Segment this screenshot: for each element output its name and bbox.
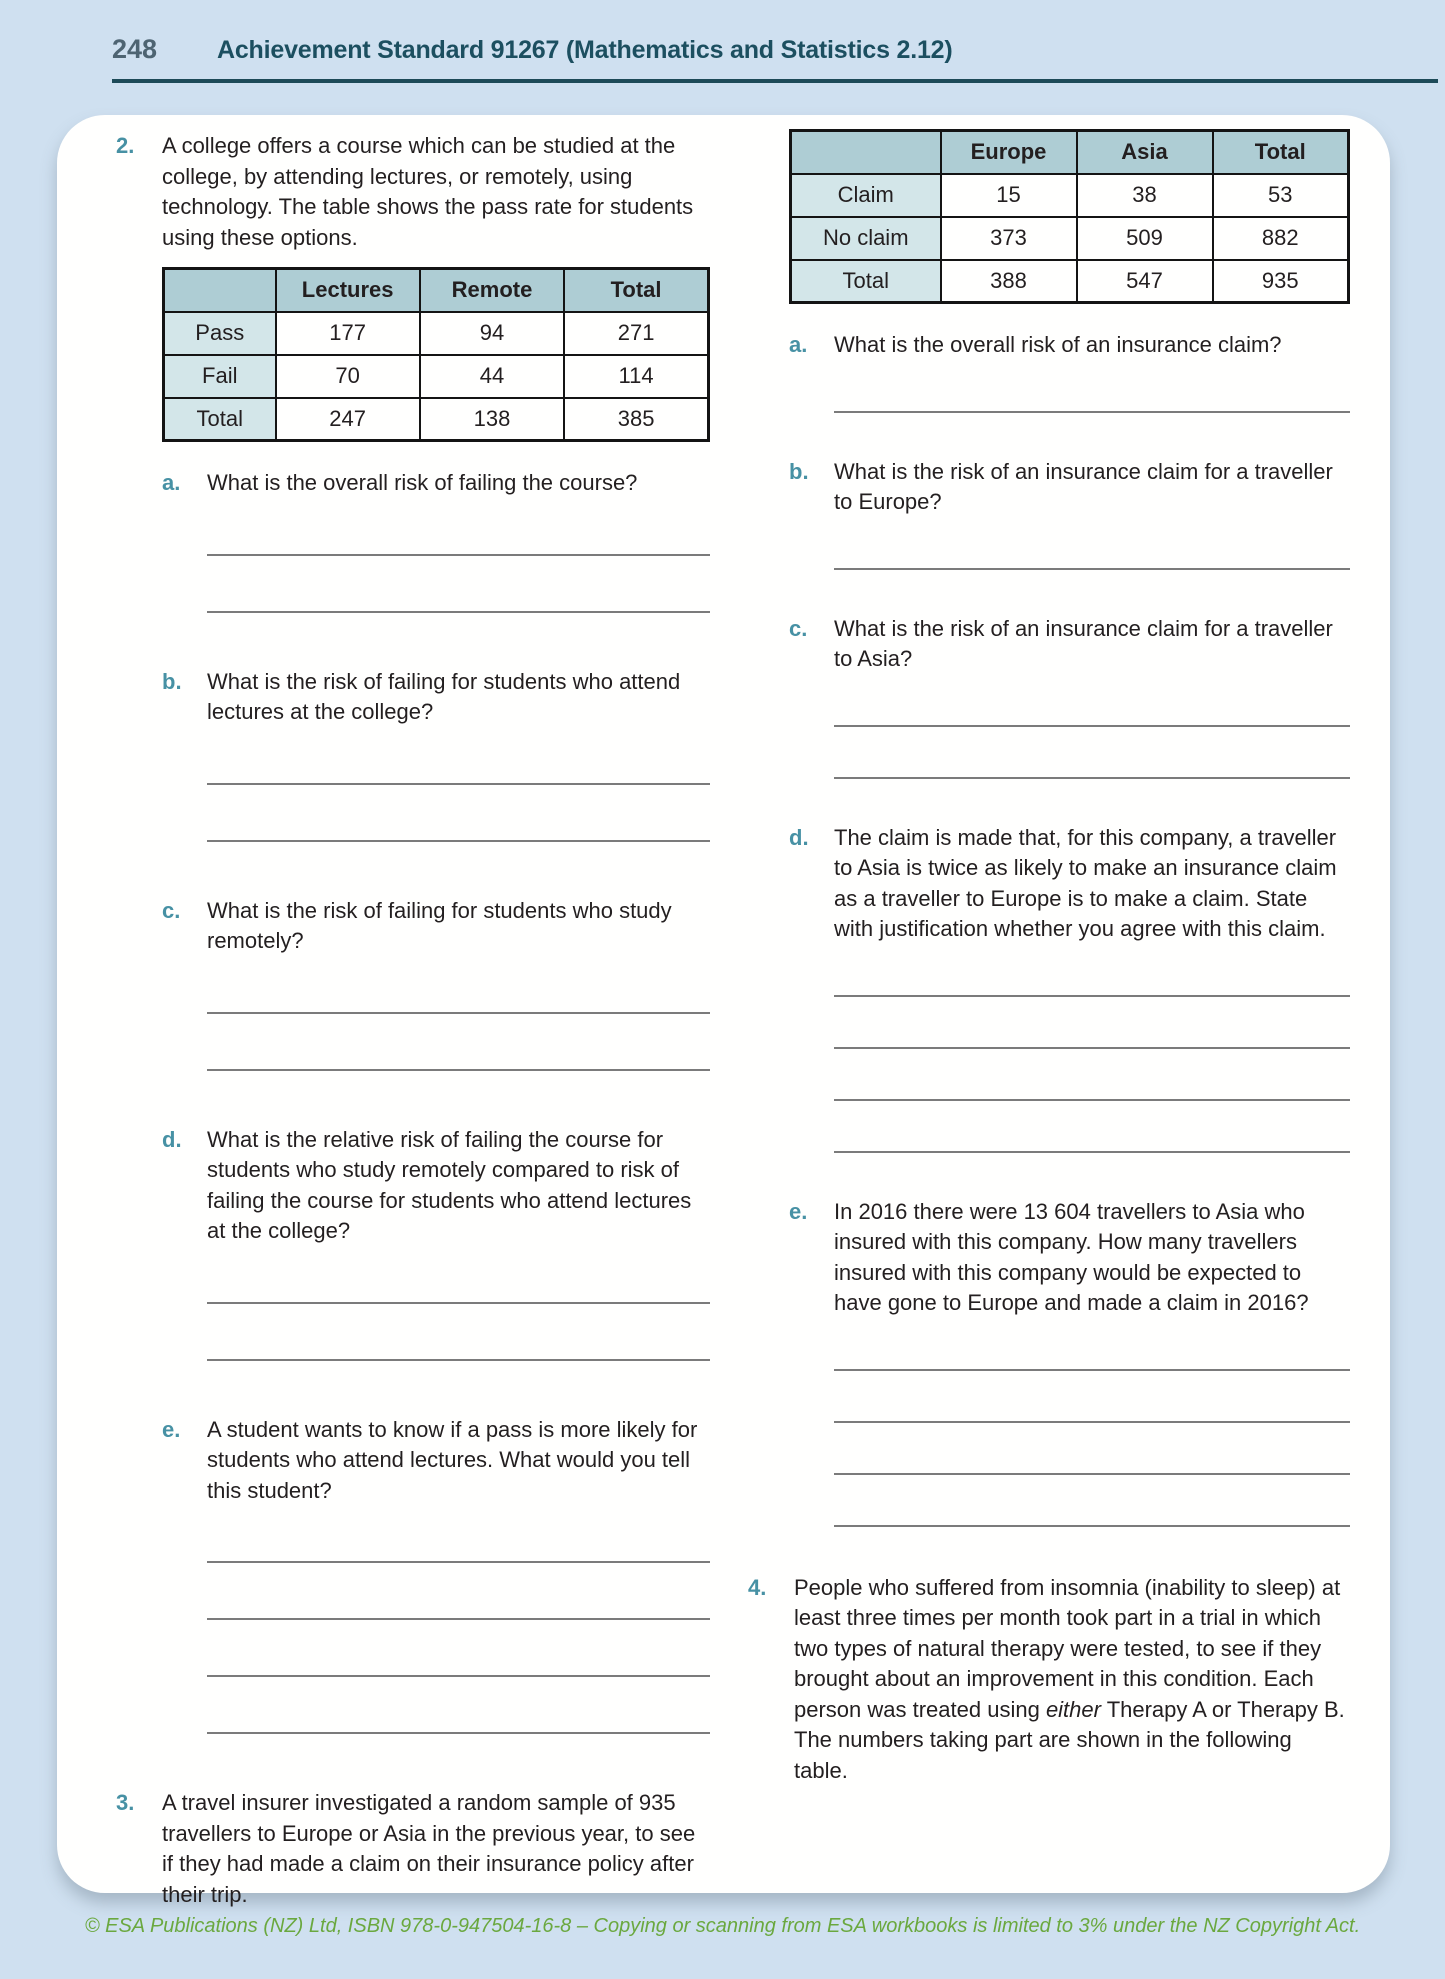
- q3-part-c: [789, 614, 1350, 779]
- q3-cell: 509: [1077, 217, 1213, 260]
- question-2-number: 2.: [116, 133, 135, 158]
- q3-table-row: [791, 217, 1349, 260]
- q3-part-c-letter: c.: [789, 615, 808, 641]
- answer-line: [207, 1302, 710, 1304]
- q3-part-e-letter: e.: [789, 1198, 808, 1224]
- q2-table-row: [164, 355, 709, 398]
- answer-line: [834, 1099, 1350, 1101]
- q3-table-col-header: Total: [1213, 131, 1349, 174]
- answer-line: [834, 411, 1350, 413]
- answer-line: [834, 1525, 1350, 1527]
- q2-table-row: [164, 398, 709, 441]
- q2-table-corner-cell: [164, 269, 276, 312]
- q2-table: [162, 267, 710, 442]
- answer-line: [207, 1012, 710, 1014]
- q2-part-b: [162, 667, 710, 842]
- q3-cell: 38: [1077, 174, 1213, 217]
- q4-italic-word: either: [1045, 1696, 1101, 1722]
- q3-part-e-text: In 2016 there were 13 604 travellers to Asia who insured with this company. How many travellers insured with this company would be expected to have gone to Europe and made a claim in 2016?: [834, 1198, 1309, 1315]
- q3-table-row: [791, 260, 1349, 303]
- question-2-text: A college offers a course which can be studied at the college, by attending lectures, or remotely, using technology. The table shows the pass rate for students using these options.: [162, 133, 694, 250]
- q3-table-header-row: [791, 131, 1349, 174]
- q3-cell: 882: [1213, 217, 1349, 260]
- question-3-text: A travel insurer investigated a random sample of 935 travellers to Europe or Asia in the previous year, to see if they had made a claim on their insurance policy after their trip.: [162, 1790, 696, 1907]
- q3-part-b-letter: b.: [789, 458, 809, 484]
- answer-line: [207, 611, 710, 613]
- answer-line: [834, 568, 1350, 570]
- page-number: 248: [112, 34, 158, 64]
- q3-table-col-header: Europe: [941, 131, 1077, 174]
- q4-text-before: People who suffered from insomnia (inability to sleep) at least three times per month took part in a trial in which two types of natural therapy were tested, to see if they brought about an improvement in this condition. Each person was treated using: [794, 1574, 1341, 1722]
- q2-table-col-header: Remote: [420, 269, 564, 312]
- q3-part-b-text: What is the risk of an insurance claim for a traveller to Europe?: [834, 458, 1333, 514]
- q3-part-d-letter: d.: [789, 824, 809, 850]
- q3-row-label: Claim: [791, 174, 941, 217]
- q2-part-a-text: What is the overall risk of failing the course?: [207, 470, 638, 495]
- q2-part-e-text: A student wants to know if a pass is more likely for students who attend lectures. What would you tell this student?: [207, 1416, 698, 1503]
- question-4: [748, 1573, 1350, 1787]
- q2-table-col-header: Total: [564, 269, 708, 312]
- answer-line: [207, 840, 710, 842]
- answer-line: [834, 1421, 1350, 1423]
- answer-line: [207, 1675, 710, 1677]
- question-4-number: 4.: [748, 1574, 767, 1600]
- q2-cell: 271: [564, 312, 708, 355]
- q3-cell: 53: [1213, 174, 1349, 217]
- answer-line: [207, 1618, 710, 1620]
- q2-part-c: [162, 896, 710, 1071]
- q2-part-a-letter: a.: [162, 470, 181, 495]
- q2-cell: 114: [564, 355, 708, 398]
- answer-line: [834, 1473, 1350, 1475]
- q2-cell: 138: [420, 398, 564, 441]
- q2-row-label: Fail: [164, 355, 276, 398]
- q2-cell: 385: [564, 398, 708, 441]
- right-column: [748, 129, 1350, 1786]
- answer-line: [834, 725, 1350, 727]
- q3-cell: 373: [941, 217, 1077, 260]
- q4-text-after: Therapy A or Therapy B. The numbers taking part are shown in the following table.: [794, 1696, 1345, 1783]
- q3-part-b: [789, 457, 1350, 570]
- q3-table-row: [791, 174, 1349, 217]
- q2-part-b-text: What is the risk of failing for students who attend lectures at the college?: [207, 668, 681, 724]
- q2-table-col-header: Lectures: [276, 269, 420, 312]
- q3-cell: 15: [941, 174, 1077, 217]
- q2-part-a: [162, 468, 710, 613]
- q2-row-label: Pass: [164, 312, 276, 355]
- q2-row-label: Total: [164, 398, 276, 441]
- question-3-continuation: [748, 129, 1350, 1527]
- answer-line: [834, 1047, 1350, 1049]
- answer-line: [834, 1151, 1350, 1153]
- answer-line: [207, 1069, 710, 1071]
- q3-row-label: No claim: [791, 217, 941, 260]
- question-3-number: 3.: [116, 1790, 135, 1815]
- q2-cell: 70: [276, 355, 420, 398]
- q3-cell: 388: [941, 260, 1077, 303]
- q3-part-a: [789, 330, 1350, 413]
- answer-line: [207, 783, 710, 785]
- answer-line: [207, 554, 710, 556]
- q3-cell: 547: [1077, 260, 1213, 303]
- question-4-text: [794, 1573, 1350, 1787]
- q2-part-d-letter: d.: [162, 1126, 182, 1152]
- question-2: [116, 131, 710, 1734]
- answer-line: [207, 1561, 710, 1563]
- q2-cell: 247: [276, 398, 420, 441]
- q2-part-c-text: What is the risk of failing for students who study remotely?: [207, 897, 672, 953]
- q2-table-header-row: [164, 269, 709, 312]
- page-header: [112, 34, 953, 65]
- q2-part-e: [162, 1415, 710, 1735]
- question-2-body: [162, 131, 710, 1734]
- q3-row-label: Total: [791, 260, 941, 303]
- q3-part-e: [789, 1197, 1350, 1527]
- q2-cell: 94: [420, 312, 564, 355]
- q3-part-a-text: What is the overall risk of an insurance claim?: [834, 332, 1282, 357]
- answer-line: [207, 1732, 710, 1734]
- q3-cell: 935: [1213, 260, 1349, 303]
- q2-part-d-text: What is the relative risk of failing the course for students who study remotely compared to risk of failing the course for students who attend lectures at the college?: [207, 1126, 692, 1243]
- answer-line: [834, 777, 1350, 779]
- q3-part-d-text: The claim is made that, for this company, a traveller to Asia is twice as likely to make an insurance claim as a traveller to Europe is to make a claim. State with justification whether you agree with this claim.: [834, 824, 1337, 941]
- q2-part-c-letter: c.: [162, 897, 181, 923]
- q3-table-col-header: Asia: [1077, 131, 1213, 174]
- q3-part-a-letter: a.: [789, 332, 808, 357]
- page-title: Achievement Standard 91267 (Mathematics and Statistics 2.12): [217, 36, 953, 64]
- q2-table-row: [164, 312, 709, 355]
- content-card: [57, 115, 1390, 1907]
- answer-line: [207, 1359, 710, 1361]
- header-rule: [112, 79, 1438, 83]
- q2-part-b-letter: b.: [162, 668, 182, 694]
- q2-part-d: [162, 1125, 710, 1361]
- q3-table-corner-cell: [791, 131, 941, 174]
- answer-line: [834, 995, 1350, 997]
- left-column: [116, 131, 710, 1910]
- q3-part-d: [789, 823, 1350, 1153]
- q2-cell: 44: [420, 355, 564, 398]
- q3-table: [789, 129, 1350, 304]
- q3-part-c-text: What is the risk of an insurance claim for a traveller to Asia?: [834, 615, 1333, 671]
- q2-cell: 177: [276, 312, 420, 355]
- answer-line: [834, 1369, 1350, 1371]
- copyright-footer: © ESA Publications (NZ) Ltd, ISBN 978-0-947504-16-8 – Copying or scanning from ESA workbooks is limited to 3% under the NZ Copyright Act.: [84, 1915, 1361, 1937]
- question-3: [116, 1788, 710, 1910]
- q2-part-e-letter: e.: [162, 1416, 181, 1442]
